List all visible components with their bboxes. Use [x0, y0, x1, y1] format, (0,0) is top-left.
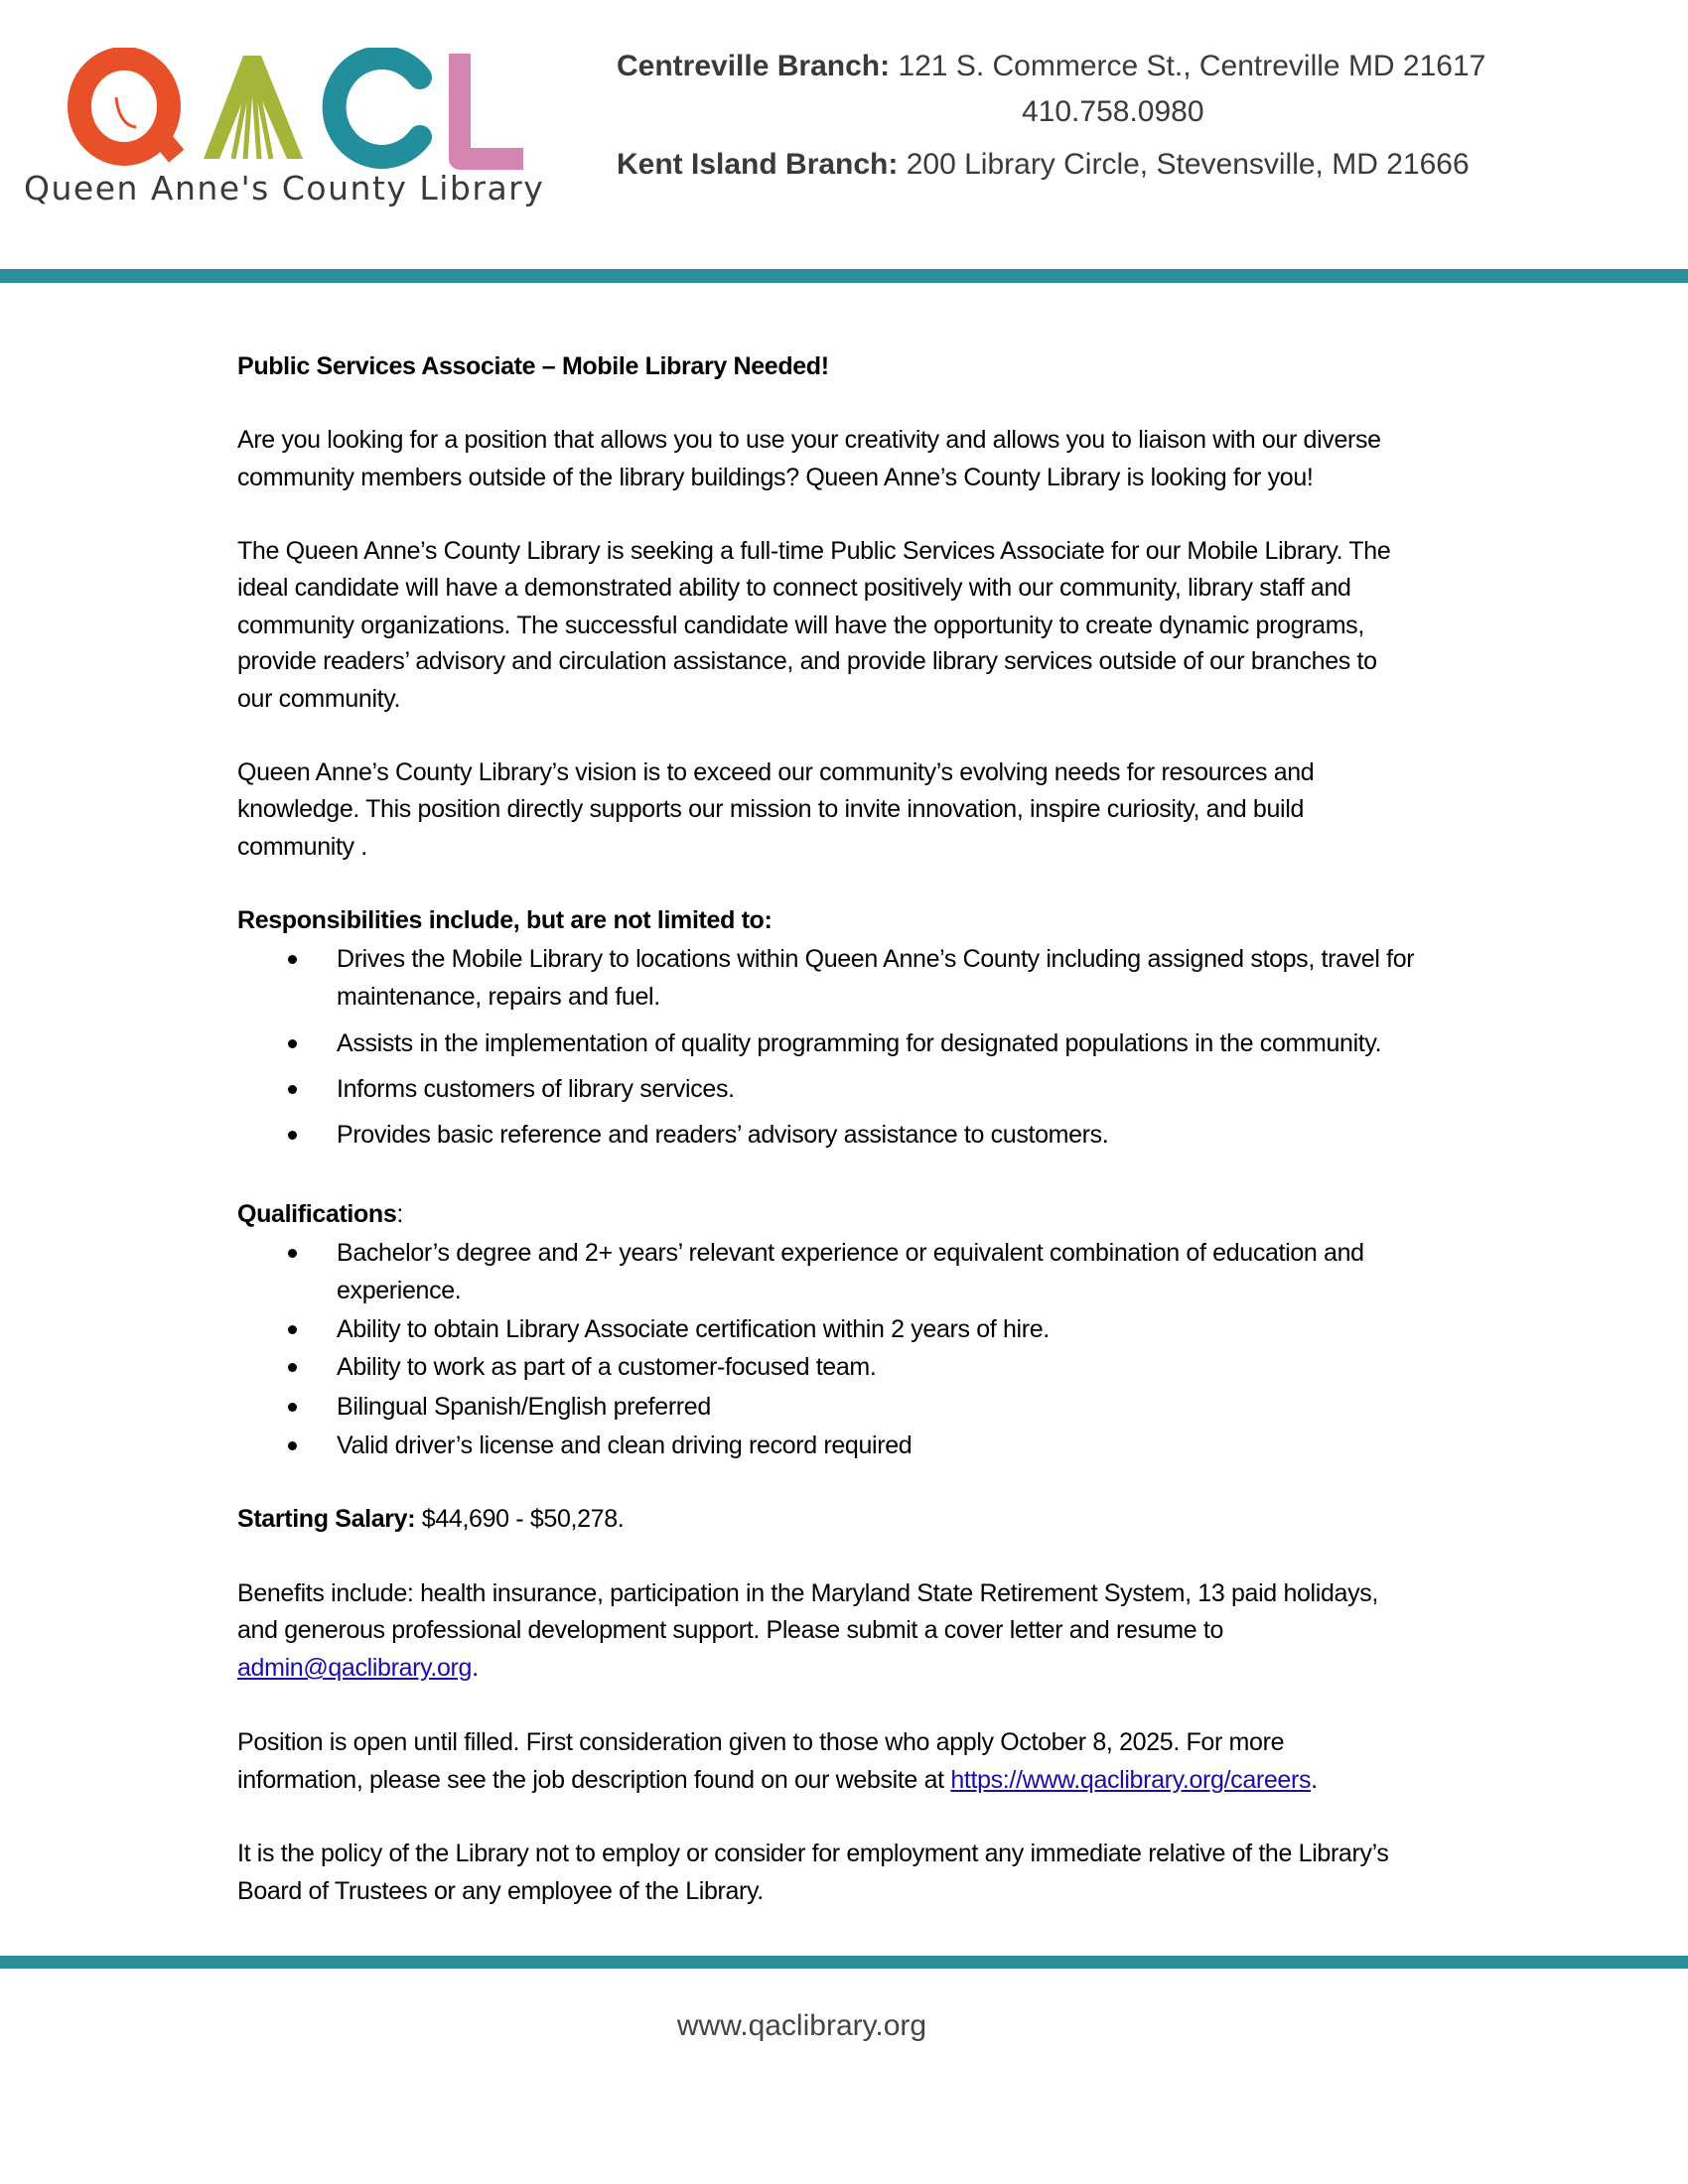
position-line	[237, 1761, 1318, 1799]
position-end: .	[1311, 1766, 1318, 1794]
position-text: information, please see the job description found on our website at	[237, 1766, 951, 1794]
footer-website: www.qaclibrary.org	[676, 2009, 927, 2042]
about-line: community organizations. The successful candidate will have the opportunity to create dynamic programs,	[237, 612, 1364, 639]
bullet-icon	[288, 1039, 297, 1048]
bullet-icon	[288, 1131, 297, 1140]
benefits-email-line	[237, 1649, 479, 1687]
salary-label: Starting Salary:	[237, 1505, 416, 1533]
bullet-icon	[288, 1085, 297, 1094]
responsibility-item: Drives the Mobile Library to locations within Queen Anne’s County including assigned stops, travel for	[337, 945, 1415, 973]
qualifications-heading	[237, 1195, 403, 1233]
bullet-icon	[288, 1249, 297, 1258]
salary-value: $44,690 - $50,278.	[415, 1505, 625, 1533]
header-divider	[0, 269, 1688, 283]
qacl-logo-mark	[65, 48, 581, 172]
about-line: provide readers’ advisory and circulation assistance, and provide library services outside of our branches to	[237, 647, 1377, 675]
intro-line: community members outside of the library buildings? Queen Anne’s County Library is looking for you!	[237, 464, 1314, 491]
benefits-line: Benefits include: health insurance, participation in the Maryland State Retirement System, 13 paid holidays,	[237, 1579, 1378, 1607]
bullet-icon	[288, 1441, 297, 1450]
centreville-branch	[617, 50, 1485, 83]
bullet-icon	[288, 955, 297, 964]
centreville-phone: 410.758.0980	[1022, 95, 1204, 128]
kent-island-branch	[617, 148, 1470, 182]
qualifications-colon: :	[396, 1200, 404, 1228]
vision-line: Queen Anne’s County Library’s vision is to exceed our community’s evolving needs for resources and	[237, 758, 1315, 786]
policy-line: Board of Trustees or any employee of the Library.	[237, 1877, 764, 1905]
responsibility-item-cont: maintenance, repairs and fuel.	[337, 983, 660, 1011]
responsibility-item: Assists in the implementation of quality programming for designated populations in the community.	[337, 1029, 1382, 1057]
bullet-icon	[288, 1325, 297, 1334]
benefits-line: and generous professional development support. Please submit a cover letter and resume to	[237, 1616, 1224, 1644]
vision-line: community .	[237, 833, 367, 861]
intro-line: Are you looking for a position that allows you to use your creativity and allows you to liaison with our diverse	[237, 426, 1381, 454]
qualification-item: Ability to obtain Library Associate certification within 2 years of hire.	[337, 1315, 1050, 1343]
email-link[interactable]: admin@qaclibrary.org	[237, 1654, 473, 1682]
about-line: The Queen Anne’s County Library is seeking a full-time Public Services Associate for our Mobile Library. The	[237, 537, 1391, 565]
library-logo	[20, 40, 596, 218]
qualification-item: Bilingual Spanish/English preferred	[337, 1393, 711, 1421]
careers-link[interactable]: https://www.qaclibrary.org/careers	[950, 1766, 1312, 1794]
kent-address: 200 Library Circle, Stevensville, MD 21666	[906, 148, 1470, 181]
qualifications-label: Qualifications	[237, 1200, 397, 1228]
logo-tagline: Queen Anne's County Library	[24, 169, 545, 207]
responsibility-item: Provides basic reference and readers’ advisory assistance to customers.	[337, 1121, 1109, 1149]
job-title: Public Services Associate – Mobile Library Needed!	[237, 352, 829, 380]
policy-line: It is the policy of the Library not to employ or consider for employment any immediate relative of the Library’s	[237, 1840, 1389, 1867]
responsibility-item: Informs customers of library services.	[337, 1075, 735, 1103]
benefits-end: .	[472, 1654, 479, 1682]
qualification-item-cont: experience.	[337, 1277, 462, 1304]
kent-label: Kent Island Branch:	[617, 148, 899, 181]
vision-line: knowledge. This position directly supports our mission to invite innovation, inspire curiosity, and build	[237, 795, 1305, 823]
about-line: ideal candidate will have a demonstrated ability to connect positively with our community, library staff and	[237, 574, 1351, 602]
responsibilities-heading: Responsibilities include, but are not limited to:	[237, 906, 773, 934]
centreville-label: Centreville Branch:	[617, 50, 891, 82]
qualification-item: Valid driver’s license and clean driving record required	[337, 1432, 913, 1459]
footer-divider	[0, 1956, 1688, 1969]
qualification-item: Ability to work as part of a customer-focused team.	[337, 1353, 877, 1381]
about-line: our community.	[237, 685, 401, 713]
qualification-item: Bachelor’s degree and 2+ years’ relevant experience or equivalent combination of education and	[337, 1239, 1364, 1267]
bullet-icon	[288, 1403, 297, 1412]
position-line: Position is open until filled. First consideration given to those who apply October 8, 2025. For more	[237, 1728, 1285, 1756]
bullet-icon	[288, 1363, 297, 1372]
starting-salary	[237, 1500, 624, 1538]
centreville-address: 121 S. Commerce St., Centreville MD 21617	[898, 50, 1486, 82]
